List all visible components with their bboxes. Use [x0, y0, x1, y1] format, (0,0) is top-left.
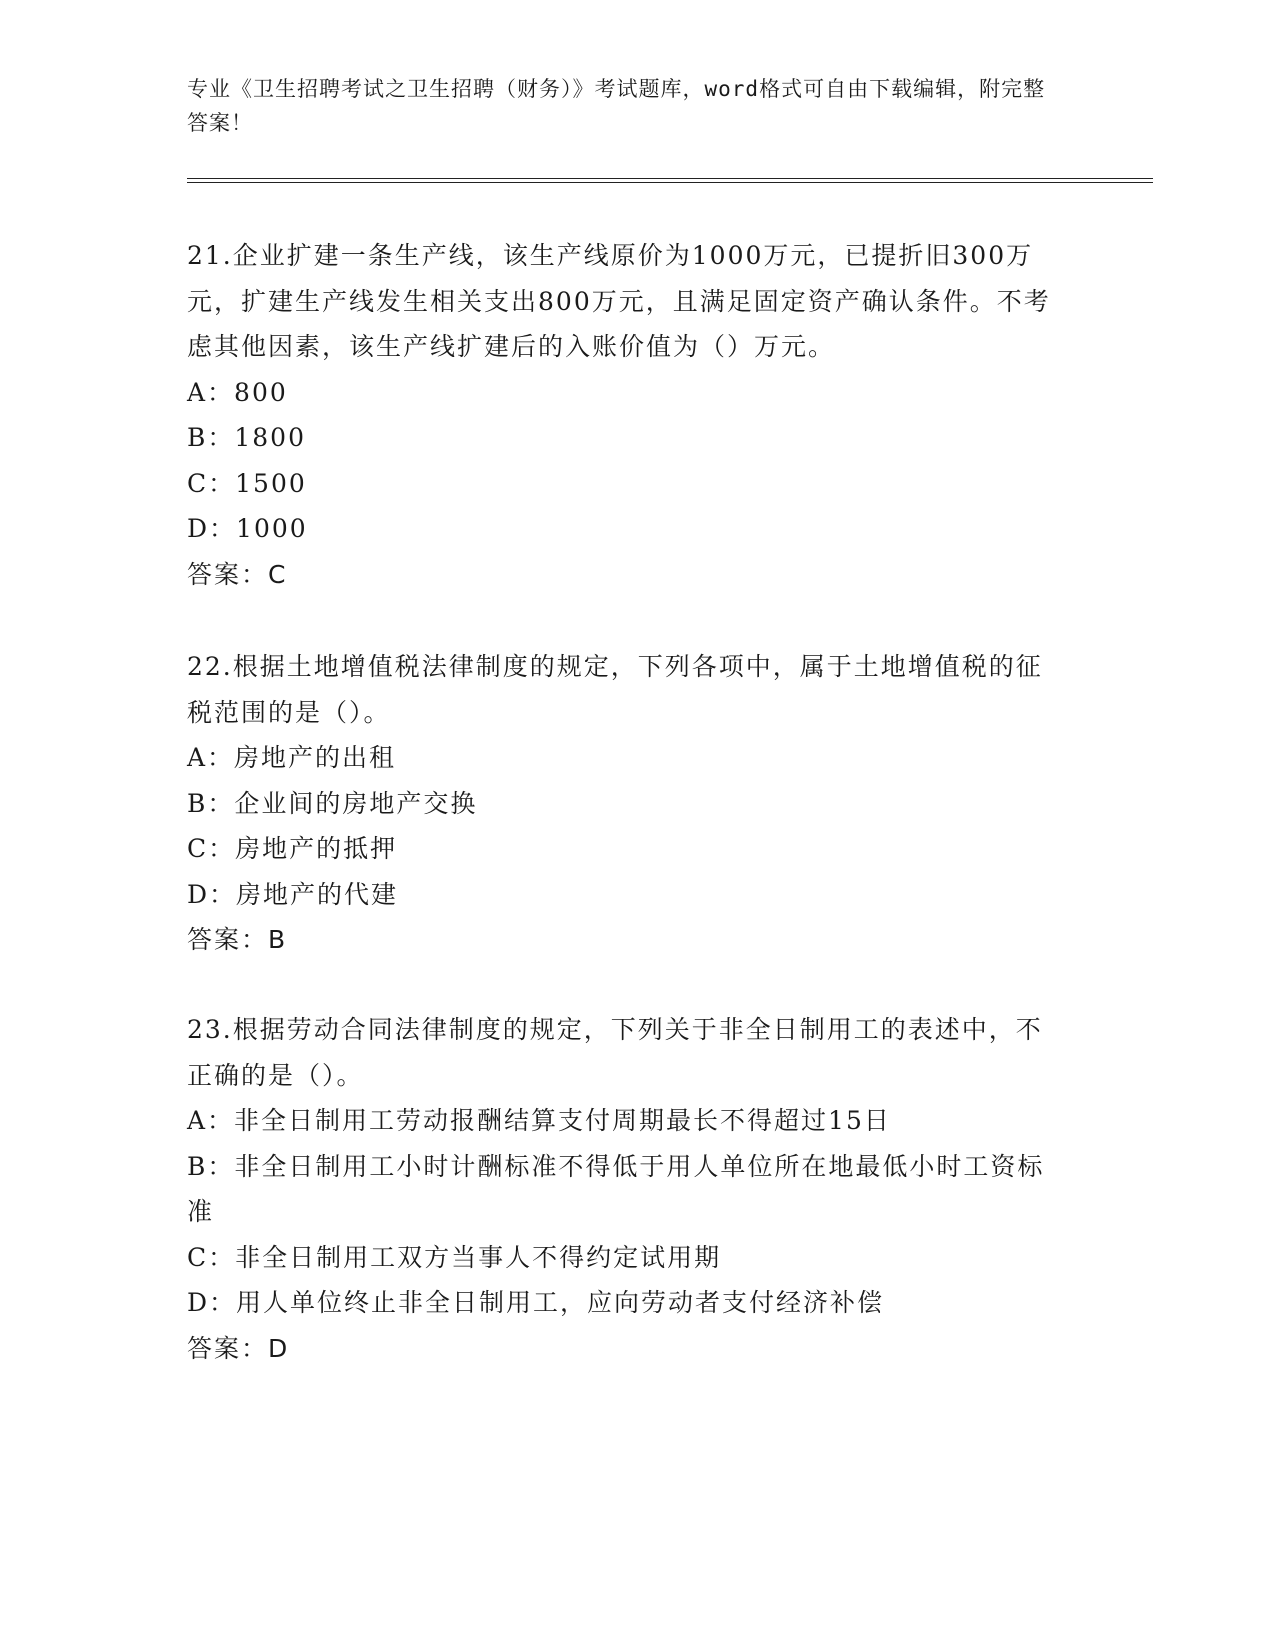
answer: 答案：D	[187, 1333, 290, 1363]
option-d: D：用人单位终止非全日制用工，应向劳动者支付经济补偿	[187, 1288, 885, 1317]
document-header: 专业《卫生招聘考试之卫生招聘（财务）》考试题库，word格式可自由下载编辑，附完整答案！	[187, 77, 1046, 135]
question-22	[187, 644, 1067, 963]
question-23	[187, 1007, 1067, 1371]
option-a: A：非全日制用工劳动报酬结算支付周期最长不得超过15日	[187, 1106, 891, 1135]
option-c: C：非全日制用工双方当事人不得约定试用期	[187, 1242, 722, 1272]
question-21	[187, 233, 1067, 597]
option-c: C：房地产的抵押	[187, 834, 398, 863]
answer: 答案：B	[187, 925, 288, 954]
option-d: D：房地产的代建	[187, 879, 399, 909]
option-c: C：1500	[187, 468, 307, 498]
option-d: D：1000	[187, 514, 308, 543]
question-stem: 21.企业扩建一条生产线，该生产线原价为1000万元，已提折旧300万元，扩建生产线发生相关支出800万元，且满足固定资产确认条件。不考虑其他因素，该生产线扩建后的入账价值为（）万元。	[187, 241, 1051, 361]
header-divider-double	[187, 182, 1153, 183]
answer: 答案：C	[187, 559, 288, 589]
option-b: B：非全日制用工小时计酬标准不得低于用人单位所在地最低小时工资标准	[187, 1151, 1045, 1226]
question-stem: 23.根据劳动合同法律制度的规定，下列关于非全日制用工的表述中，不正确的是（）。	[187, 1015, 1043, 1090]
header-divider	[187, 178, 1153, 179]
option-a: A：房地产的出租	[187, 743, 397, 772]
option-b: B：1800	[187, 423, 306, 452]
option-b: B：企业间的房地产交换	[187, 788, 478, 818]
option-a: A：800	[187, 377, 288, 407]
question-stem: 22.根据土地增值税法律制度的规定，下列各项中，属于土地增值税的征税范围的是（）。	[187, 652, 1043, 727]
